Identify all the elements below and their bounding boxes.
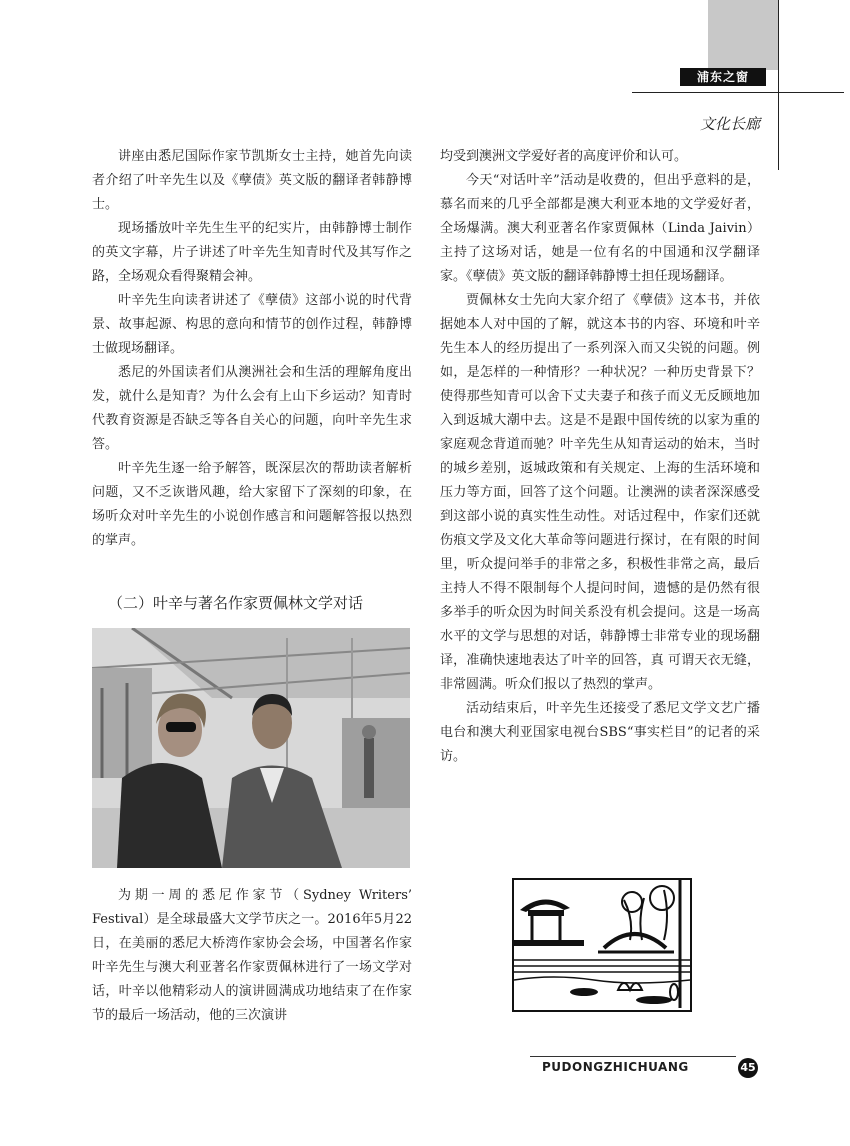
header-vertical-rule [778, 0, 779, 170]
paragraph: 讲座由悉尼国际作家节凯斯女士主持，她首先向读者介绍了叶辛先生以及《孽债》英文版的翻译者韩静博士。 [92, 149, 412, 212]
pavilion-sketch [512, 878, 692, 1012]
section-title: 文化长廊 [699, 115, 760, 133]
paragraph: 今天“对话叶辛”活动是收费的，但出乎意料的是，慕名而来的几乎全部都是澳大利亚本地的文学爱好者，全场爆满。澳大利亚著名作家贾佩林（Linda Jaivin）主持了这场对话，她是一位有名的中国通和汉学翻译家。《孽债》英文版的翻译韩静博士担任现场翻译。 [440, 173, 760, 284]
event-photo [92, 628, 410, 868]
paragraph: 叶辛先生向读者讲述了《孽债》这部小说的时代背景、故事起源、构思的意向和情节的创作过程，韩静博士做现场翻译。 [92, 293, 412, 356]
page-number: 45 [738, 1058, 758, 1078]
paragraph: 现场播放叶辛先生生平的纪实片，由韩静博士制作的英文字幕，片子讲述了叶辛先生知青时代及其写作之路，全场观众看得聚精会神。 [92, 221, 412, 284]
sketch-illustration [514, 880, 690, 1010]
header-rule [632, 92, 844, 93]
left-column-bottom [92, 884, 412, 1028]
right-column [440, 145, 760, 769]
footer-rule [530, 1056, 736, 1057]
paragraph: 叶辛先生逐一给予解答，既深层次的帮助读者解析问题，又不乏诙谐风趣，给大家留下了深刻的印象，在场听众对叶辛先生的小说创作感言和问题解答报以热烈的掌声。 [92, 461, 412, 548]
footer-brand: PUDONGZHICHUANG [542, 1060, 689, 1074]
paragraph: 均受到澳洲文学爱好者的高度评价和认可。 [440, 149, 688, 164]
paragraph: 悉尼的外国读者们从澳洲社会和生活的理解角度出发，就什么是知青？为什么会有上山下乡运动？知青时代教育资源是否缺乏等各自关心的问题，向叶辛先生求答。 [92, 365, 412, 452]
paragraph: 为期一周的悉尼作家节（Sydney Writers’ Festival）是全球最盛大文学节庆之一。2016年5月22日，在美丽的悉尼大桥湾作家协会会场，中国著名作家叶辛先生与澳大利亚著名作家贾佩林进行了一场文学对话，叶辛以他精彩动人的演讲圆满成功地结束了在作家节的最后一场活动，他的三次演讲 [92, 888, 412, 1023]
subsection-heading: （二）叶辛与著名作家贾佩林文学对话 [108, 594, 364, 612]
header-gray-block [708, 0, 778, 70]
paragraph: 贾佩林女士先向大家介绍了《孽债》这本书，并依据她本人对中国的了解，就这本书的内容、环境和叶辛先生本人的经历提出了一系列深入而又尖锐的问题。例如，是怎样的一种情形？一种状况？一种历史背景下？使得那些知青可以舍下丈夫妻子和孩子而义无反顾地加入到返城大潮中去。这是不是跟中国传统的以家为重的家庭观念背道而驰？叶辛先生从知青运动的始末，当时的城乡差别，返城政策和有关规定、上海的生活环境和压力等方面，回答了这个问题。让澳洲的读者深深感受到这部小说的真实性生动性。对话过程中，作家们还就伤痕文学及文化大革命等问题进行探讨，在有限的时间里，听众提问举手的非常之多，积极性非常之高，最后主持人不得不限制每个人提问时间，遗憾的是仍然有很多举手的听众因为时间关系没有机会提问。这是一场高水平的文学与思想的对话，韩静博士非常专业的现场翻译，准确快速地表达了叶辛的回答，真 可谓天衣无缝，非常圆满。听众们报以了热烈的掌声。 [440, 293, 760, 692]
masthead-logo: 浦东之窗 [680, 68, 766, 86]
photo-illustration [92, 628, 410, 868]
paragraph: 活动结束后，叶辛先生还接受了悉尼文学文艺广播电台和澳大利亚国家电视台SBS“事实栏目”的记者的采访。 [440, 701, 760, 764]
left-column-top [92, 145, 412, 553]
